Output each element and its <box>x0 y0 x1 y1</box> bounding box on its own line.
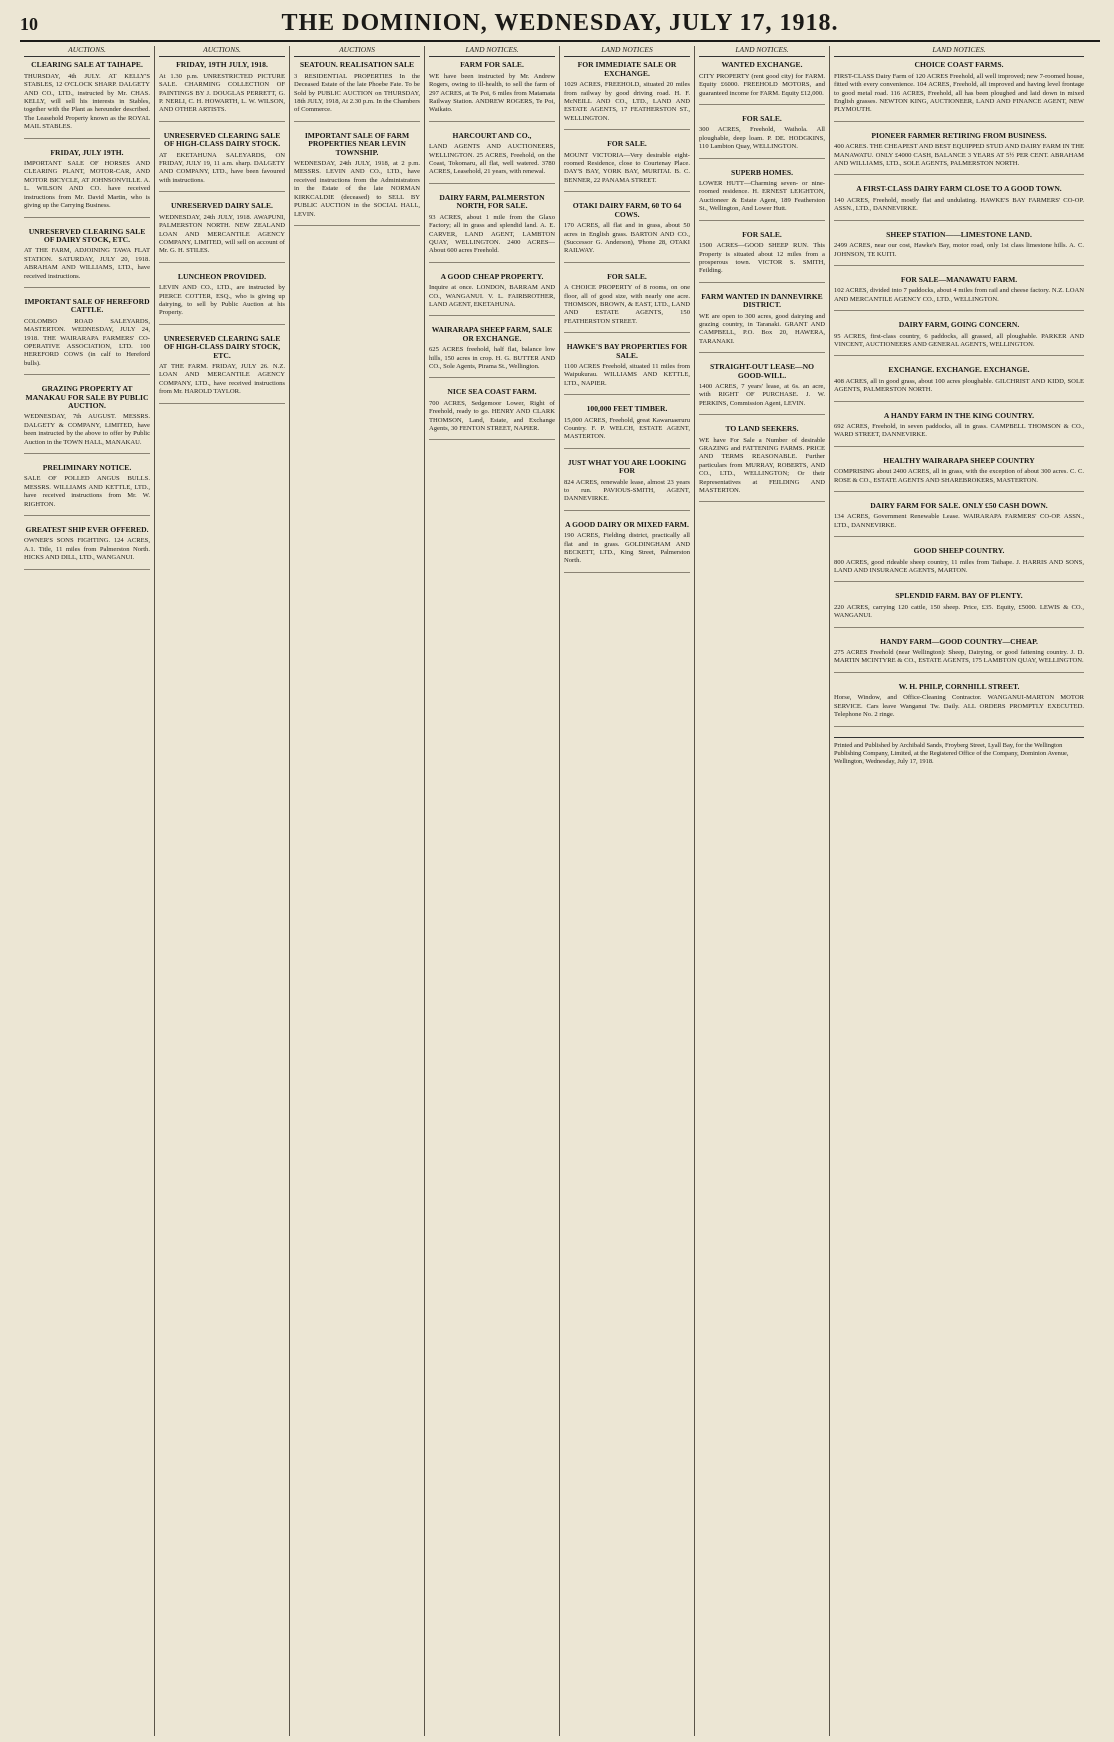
ad-body: Horse, Window, and Office-Cleaning Contractor. WANGANUI-MARTON MOTOR SERVICE. Cars leave Wanganui Tw. Daily. ALL ORDERS PROMPTLY EXECUTED. Telephone No. 2 ringe. <box>834 694 1084 719</box>
ad-body: WEDNESDAY, 7th AUGUST. MESSRS. DALGETY & COMPANY, LIMITED, have been instructed by the above to offer by Public Auction in the TOWN HALL, MANAKAU. <box>24 413 150 446</box>
ad-title: IMPORTANT SALE OF HEREFORD CATTLE. <box>24 296 150 315</box>
ad-body: 102 ACRES, divided into 7 paddocks, about 4 miles from rail and cheese factory. N.Z. LOAN AND MERCANTILE AGENCY CO., LTD., WELLINGTON. <box>834 287 1084 303</box>
ad-title: HAWKE'S BAY PROPERTIES FOR SALE. <box>566 342 688 360</box>
ad-body: COLOMBO ROAD SALEYARDS, MASTERTON. WEDNESDAY, JULY 24, 1918. THE WAIRARAPA FARMERS' CO-OPERATIVE ASSOCIATION, LTD. 100 HEREFORD COWS (in calf to Hereford bulls). <box>24 317 150 367</box>
column-heading: AUCTIONS <box>294 46 420 57</box>
advertisement <box>834 502 1084 537</box>
advertisement <box>294 132 420 226</box>
advertisement <box>294 61 420 121</box>
advertisement <box>159 202 285 262</box>
ad-title: WAIRARAPA SHEEP FARM, SALE OR EXCHANGE. <box>431 325 553 343</box>
ad-title: FOR SALE. <box>607 139 647 149</box>
ad-title: NICE SEA COAST FARM. <box>447 387 537 397</box>
advertisement <box>24 526 150 570</box>
ad-body: LOWER HUTT—Charming seven- or nine-roomed residence. H. ERNEST LEIGHTON, Auctioneer & Estate Agent, 189 Featherston St., Wellington, And Lower Hutt. <box>699 180 825 213</box>
ad-title: DAIRY FARM, PALMERSTON NORTH, FOR SALE. <box>439 192 545 211</box>
ad-title: SUPERB HOMES. <box>730 167 794 177</box>
ad-title: JUST WHAT YOU ARE LOOKING FOR <box>567 457 687 476</box>
ad-body: WEDNESDAY, 24th JULY, 1918. AWAPUNI, PALMERSTON NORTH. NEW ZEALAND LOAN AND MERCANTILE AGENCY COMPANY, LIMITED, will sell on account of Mr. G. H. STILES. <box>159 213 285 255</box>
column-7 <box>830 46 1088 1736</box>
ad-title: SHEEP STATION——LIMESTONE LAND. <box>886 229 1032 239</box>
ad-title: FOR SALE. <box>742 114 782 124</box>
ad-body: THURSDAY, 4th JULY. AT KELLY'S STABLES, 12 O'CLOCK SHARP. DALGETY AND CO., LTD., instructed by Mr. CHAS. KELLY, will sell his interests in Stables, together with the Plant as hereunder described. The Leasehold Property known as the ROYAL MAIL STABLES. <box>24 72 150 131</box>
ad-title: GOOD SHEEP COUNTRY. <box>913 546 1005 556</box>
ad-body: COMPRISING about 2400 ACRES, all in grass, with the exception of about 300 acres. C. C. ROSE & CO., ESTATE AGENTS AND SHAREBROKERS, MASTERTON. <box>834 468 1084 484</box>
ad-body: Inquire at once. LONDON, BARRAM AND CO., WANGANUI. V. L. FAIRBROTHER, LAND AGENT, EKETAHUNA. <box>429 284 555 308</box>
masthead <box>20 10 1100 42</box>
advertisement <box>834 132 1084 176</box>
ad-title: HEALTHY WAIRARAPA SHEEP COUNTRY <box>883 455 1035 465</box>
advertisement <box>24 149 150 218</box>
ad-body: 93 ACRES, about 1 mile from the Glaxo Factory; all in grass and splendid land. A. E. CARVER, LAND AGENT, LAMBTON QUAY, WELLINGTON. 2400 ACRES—About 600 acres Freehold. <box>429 213 555 255</box>
advertisement <box>834 547 1084 582</box>
ad-body: 408 ACRES, all in good grass, about 100 acres ploughable. GILCHRIST AND KIDD, SOLE AGENTS, PALMERSTON NORTH. <box>834 377 1084 394</box>
advertisement <box>429 388 555 440</box>
ad-body: AT THE FARM, ADJOINING TAWA FLAT STATION. SATURDAY, JULY 20, 1918. ABRAHAM AND WILLIAMS, LTD., have received instructions. <box>24 247 150 280</box>
ad-body: 692 ACRES, Freehold, in seven paddocks, all in grass. CAMPBELL THOMSON & CO., WARD STREET, DANNEVIRKE. <box>834 422 1084 439</box>
ad-title: PRELIMINARY NOTICE. <box>42 463 132 473</box>
ad-title: DAIRY FARM FOR SALE. ONLY £50 CASH DOWN. <box>870 501 1048 510</box>
ad-title: GREATEST SHIP EVER OFFERED. <box>25 525 149 535</box>
ad-title: TO LAND SEEKERS. <box>725 424 799 434</box>
column-5 <box>560 46 695 1736</box>
advertisement <box>699 169 825 221</box>
ad-title: 100,000 FEET TIMBER. <box>586 404 668 414</box>
advertisement <box>564 521 690 573</box>
ad-body: 1100 ACRES Freehold, situated 11 miles from Waipukurau. WILLIAMS AND KETTLE, LTD., NAPIER. <box>564 362 690 387</box>
ad-title: HARCOURT AND CO., <box>452 130 532 140</box>
ad-body: 3 RESIDENTIAL PROPERTIES In the Deceased Estate of the late Phoebe Fate. To be Sold by PUBLIC AUCTION on THURSDAY, 18th JULY, 1918, At 2.30 p.m. In the Chambers of Commerce. <box>294 72 420 114</box>
ad-title: FOR IMMEDIATE SALE OR EXCHANGE. <box>577 60 677 78</box>
newspaper-title: THE DOMINION, WEDNESDAY, JULY 17, 1918. <box>281 10 839 36</box>
ad-body: AT EKETAHUNA SALEYARDS, ON FRIDAY, JULY 19, 11 a.m. sharp. DALGETY AND COMPANY, LTD., have been favoured with instructions. <box>159 151 285 184</box>
ad-title: UNRESERVED DAIRY SALE. <box>171 201 273 211</box>
column-6 <box>695 46 830 1736</box>
ad-title: SEATOUN. REALISATION SALE <box>299 60 415 70</box>
advertisement <box>24 61 150 138</box>
advertisement <box>429 326 555 378</box>
ad-title: FOR SALE—MANAWATU FARM. <box>900 274 1018 284</box>
column-4 <box>425 46 560 1736</box>
advertisement <box>699 425 825 502</box>
ad-body: 1400 ACRES, 7 years' lease, at 6s. an acre, with RIGHT OF PURCHASE. J. W. PERKINS, Commission Agent, LEVIN. <box>699 382 825 407</box>
advertisement <box>564 343 690 395</box>
ad-body: 95 ACRES, first-class country, 6 paddocks, all grassed, all ploughable. PARKER AND VINCENT, AUCTIONEERS AND GENERAL AGENTS, WELLINGTON. <box>834 332 1084 348</box>
advertisement <box>699 61 825 105</box>
advertisement <box>834 592 1084 627</box>
ad-body: IMPORTANT SALE OF HORSES AND CLEARING PLANT, MOTOR-CAR, AND MOTOR BICYCLE, AT JOHNSONVILLE. A. L. WILSON AND CO. have received instructions from Mr. David Martin, who is giving up the Carrying Business. <box>24 160 150 210</box>
ad-body: 300 ACRES, Freehold, Waihola. All ploughable, deep loam. P. DE. HODGKINS, 110 Lambton Quay, WELLINGTON. <box>699 126 825 151</box>
column-heading: LAND NOTICES. <box>699 46 825 57</box>
column-3 <box>290 46 425 1736</box>
advertisement <box>24 464 150 516</box>
ad-title: DAIRY FARM, GOING CONCERN. <box>898 320 1020 330</box>
ad-body: CITY PROPERTY (rent good city) for FARM. Equity £6000. FREEHOLD MOTORS, and guaranteed income for FARM. Equity £12,000. <box>699 72 825 97</box>
advertisement <box>564 459 690 511</box>
advertisement <box>834 185 1084 220</box>
advertisement <box>564 273 690 333</box>
ad-body: At 1.30 p.m. UNRESTRICTED PICTURE SALE. CHARMING COLLECTION OF PAINTINGS BY J. DOUGLAS PERRETT, G. P. NERLI, C. H. HOWARTH, L. W. WILSON, AND OTHER ARTISTS. <box>159 72 285 114</box>
ad-body: 190 ACRES, Fielding district, practically all flat and in grass. GOLDINGHAM AND BECKETT, LTD., King Street, Palmerston North. <box>564 532 690 565</box>
ad-title: W. H. PHILP, CORNHILL STREET. <box>898 681 1020 691</box>
ad-title: WANTED EXCHANGE. <box>721 60 803 70</box>
ad-body: 1029 ACRES, FREEHOLD, situated 20 miles from railway by good driving road. H. F. McNEILL AND CO., LTD., LAND AND ESTATE AGENTS, 17 FEATHERSTON ST., WELLINGTON. <box>564 81 690 122</box>
ad-title: A HANDY FARM IN THE KING COUNTRY. <box>883 410 1035 420</box>
ad-title: UNRESERVED CLEARING SALE OF DAIRY STOCK, ETC. <box>28 226 146 244</box>
ad-title: IMPORTANT SALE OF FARM PROPERTIES NEAR LEVIN TOWNSHIP. <box>304 130 410 157</box>
ad-body: 15,000 ACRES, Freehold, great Kawaruaeruru Country. F. P. WELCH, ESTATE AGENT, MASTERTON. <box>564 416 690 441</box>
ad-title: A FIRST-CLASS DAIRY FARM CLOSE TO A GOOD TOWN. <box>856 184 1062 194</box>
ad-title: LUNCHEON PROVIDED. <box>177 271 267 281</box>
ad-title: FOR SALE. <box>607 271 647 281</box>
advertisement <box>564 202 690 262</box>
advertisement <box>834 366 1084 401</box>
ad-body: FIRST-CLASS Dairy Farm of 120 ACRES Freehold, all well improved; new 7-roomed house, fitted with every convenience. 104 ACRES, Freehold, all improved and having level frontage to good metal road. 116 ACRES, Freehold, all has been ploughed and laid down in mixed English grasses. NEWTON KING, AUCTIONEER, LAND AND FINANCE AGENT, NEW PLYMOUTH. <box>834 72 1084 114</box>
advertisement <box>24 228 150 288</box>
ad-title: GRAZING PROPERTY AT MANAKAU FOR SALE BY PUBLIC AUCTION. <box>25 384 149 410</box>
page-number: 10 <box>20 14 38 34</box>
advertisement <box>564 61 690 130</box>
advertisement <box>429 61 555 121</box>
ad-body: 625 ACRES freehold, half flat, balance low hills, 150 acres in crop. H. G. BUTTER AND CO., Sole Agents, Pirama St., Wellington. <box>429 346 555 370</box>
ad-body: WE are open to 300 acres, good dairying and grazing country, in Taranaki. GRANT AND CAMPBELL, P.O. Box 20, HAWERA, TARANAKI. <box>699 312 825 345</box>
ad-title: FARM WANTED IN DANNEVIRKE DISTRICT. <box>701 291 823 310</box>
ad-title: FOR SALE. <box>742 229 782 239</box>
advertisement <box>429 273 555 317</box>
advertisement <box>834 412 1084 447</box>
advertisement <box>24 298 150 375</box>
ad-title: CHOICE COAST FARMS. <box>914 60 1004 70</box>
advertisement <box>699 293 825 353</box>
ad-body: 140 ACRES, Freehold, mostly flat and undulating. HAWKE'S BAY FARMERS' CO-OP. ASSN., LTD., DANNEVIRKE. <box>834 196 1084 213</box>
printer-imprint: Printed and Published by Archibald Sands, Froyberg Street, Lyall Bay, for the Wellington Publishing Company, Limited, at the Registered Office of the Company, Dominion Avenue, Wellington, Wednesday, July 17, 1918. <box>834 737 1084 767</box>
ad-body: 800 ACRES, good rideable sheep country, 11 miles from Taihape. J. HARRIS AND SONS, LAND AND INSURANCE AGENTS, MARTON. <box>834 558 1084 575</box>
ad-title: A GOOD DAIRY OR MIXED FARM. <box>565 519 689 529</box>
advertisement <box>24 385 150 454</box>
advertisement <box>159 132 285 192</box>
ad-body: 2499 ACRES, near our cost, Hawke's Bay, motor road, only 1st class limestone hills. A. C. JOHNSON, TE KUITI. <box>834 242 1084 258</box>
advertisement <box>834 321 1084 356</box>
column-heading: LAND NOTICES <box>564 46 690 57</box>
ad-body: LEVIN AND CO., LTD., are instructed by PIERCE COTTER, ESQ., who is giving up dairying, to sell by Public Auction at his Property. <box>159 284 285 317</box>
ad-title: HANDY FARM—GOOD COUNTRY—CHEAP. <box>880 636 1038 646</box>
ad-body: A CHOICE PROPERTY of 8 rooms, on one floor, all of good size, with nearly one acre. THOMSON, BROWN, & EAST, LTD., LAND AND ESTATE AGENTS, 150 FEATHERSTON STREET. <box>564 284 690 325</box>
ad-title: FRIDAY, JULY 19TH. <box>50 147 124 157</box>
advertisement <box>429 194 555 263</box>
ad-body: WEDNESDAY, 24th JULY, 1918, at 2 p.m. MESSRS. LEVIN AND CO., LTD., have received instructions from the Administrators in the Estate of the late NORMAN KIRKCALDIE (deceased) to SELL BY PUBLIC AUCTION in the SOCIAL HALL, LEVIN. <box>294 160 420 218</box>
column-2 <box>155 46 290 1736</box>
ad-title: CLEARING SALE AT TAIHAPE. <box>31 60 143 70</box>
ad-title: OTAKI DAIRY FARM, 60 TO 64 COWS. <box>572 201 682 219</box>
advertisement <box>834 638 1084 673</box>
ad-title: EXCHANGE. EXCHANGE. EXCHANGE. <box>888 365 1030 375</box>
ad-body: 170 ACRES, all flat and in grass, about 50 acres in English grass. BARTON AND CO., (Successor G. Anderson), 'Phone 28, OTAKI RAILWAY. <box>564 222 690 255</box>
advertisement <box>429 132 555 184</box>
advertisement <box>834 231 1084 266</box>
column-1 <box>20 46 155 1736</box>
advertisement <box>564 140 690 192</box>
ad-body: 1500 ACRES—GOOD SHEEP RUN. This Property is situated about 12 miles from a prosperous town. VICTOR S. SMITH, Feilding. <box>699 242 825 275</box>
advertisement <box>564 405 690 449</box>
ad-title: FRIDAY, 19TH JULY, 1918. <box>176 60 268 70</box>
column-heading: LAND NOTICES. <box>429 46 555 57</box>
ad-body: 134 ACRES, Government Renewable Lease. WAIRARAPA FARMERS' CO-OP. ASSN., LTD., DANNEVIRKE. <box>834 513 1084 529</box>
ad-title: A GOOD CHEAP PROPERTY. <box>440 271 544 281</box>
advertisement <box>699 115 825 159</box>
ad-body: OWNER'S SONS FIGHTING. 124 ACRES, A.1. Title, 11 miles from Palmerston North. HICKS AND DILL, LTD., WANGANUI. <box>24 537 150 562</box>
ad-body: 400 ACRES. THE CHEAPEST AND BEST EQUIPPED STUD AND DAIRY FARM IN THE MANAWATU. ONLY £4000 CASH, BALANCE 3 YEARS AT 5½ PER CENT. ABRAHAM AND WILLIAMS, LTD., SOLE AGENTS, PALMERSTON NORTH. <box>834 143 1084 168</box>
advertisement <box>834 276 1084 311</box>
ad-title: FARM FOR SALE. <box>460 60 524 70</box>
advertisement <box>699 231 825 283</box>
column-heading: AUCTIONS. <box>24 46 150 57</box>
advertisement <box>699 363 825 415</box>
advertisement <box>834 457 1084 492</box>
ad-body: WE have been instructed by Mr. Andrew Rogers, owing to ill-health, to sell the farm of 297 ACRES, at Te Poi, 6 miles from Matamata Railway Station. ANDREW ROGERS, Te Poi, Waikato. <box>429 72 555 114</box>
ad-body: LAND AGENTS AND AUCTIONEERS, WELLINGTON. 25 ACRES, Freehold, on the Coast, Tokomaru, all flat, well watered. 3780 ACRES, Leasehold, 21 years, with renewal. <box>429 143 555 176</box>
advertisement <box>834 61 1084 121</box>
column-heading: LAND NOTICES. <box>834 46 1084 57</box>
ad-body: AT THE FARM. FRIDAY, JULY 26. N.Z. LOAN AND MERCANTILE AGENCY COMPANY, LTD., have received instructions from Mr. HAROLD TAYLOR. <box>159 362 285 396</box>
ad-title: PIONEER FARMER RETIRING FROM BUSINESS. <box>871 130 1047 140</box>
ad-body: WE have For Sale a Number of desirable GRAZING and FATTENING FARMS. PRICE AND TERMS REASONABLE. Further particulars from MURRAY, ROBERTS, AND CO., LTD., WELLINGTON; Or their Representatives at FEILDING AND MASTERTON. <box>699 436 825 495</box>
ad-body: SALE OF POLLED ANGUS BULLS. MESSRS. WILLIAMS AND KETTLE, LTD., have received instructions from Mr. W. RIGHTON. <box>24 475 150 508</box>
ad-title: UNRESERVED CLEARING SALE OF HIGH-CLASS DAIRY STOCK, ETC. <box>163 333 281 360</box>
ad-title: UNRESERVED CLEARING SALE OF HIGH-CLASS DAIRY STOCK. <box>163 130 281 149</box>
ad-body: 220 ACRES, carrying 120 cattle, 150 sheep. Price, £35. Equity, £5000. LEWIS & CO., WANGANUI. <box>834 603 1084 620</box>
advertisement <box>834 683 1084 727</box>
column-heading: AUCTIONS. <box>159 46 285 57</box>
columns-container <box>20 46 1100 1736</box>
advertisement <box>159 61 285 121</box>
advertisement <box>159 335 285 404</box>
ad-title: STRAIGHT-OUT LEASE—NO GOOD-WILL. <box>709 362 815 380</box>
ad-body: MOUNT VICTORIA—Very desirable eight-roomed Residence, close to Courtenay Place. DAY'S BAY, YORK BAY, MURITAI. B. C. BENNER, 22 PANAMA STREET. <box>564 151 690 184</box>
ad-body: 275 ACRES Freehold (near Wellington): Sheep, Dairying, or good fattening country. J. D. MARTIN MCINTYRE & CO., ESTATE AGENTS, 175 LAMBTON QUAY, WELLINGTON. <box>834 649 1084 665</box>
ad-body: 700 ACRES, Sedgemoor Lower, Right of Freehold, ready to go. HENRY AND CLARK THOMSON, Land, Estate, and Exchange Agents, 30 FENTON STREET, NAPIER. <box>429 399 555 432</box>
ad-title: SPLENDID FARM. BAY OF PLENTY. <box>895 591 1023 601</box>
ad-body: 824 ACRES, renewable lease, almost 23 years to run. PAVIOUS-SMITH, AGENT, DANNEVIRKE. <box>564 478 690 503</box>
advertisement <box>159 273 285 325</box>
